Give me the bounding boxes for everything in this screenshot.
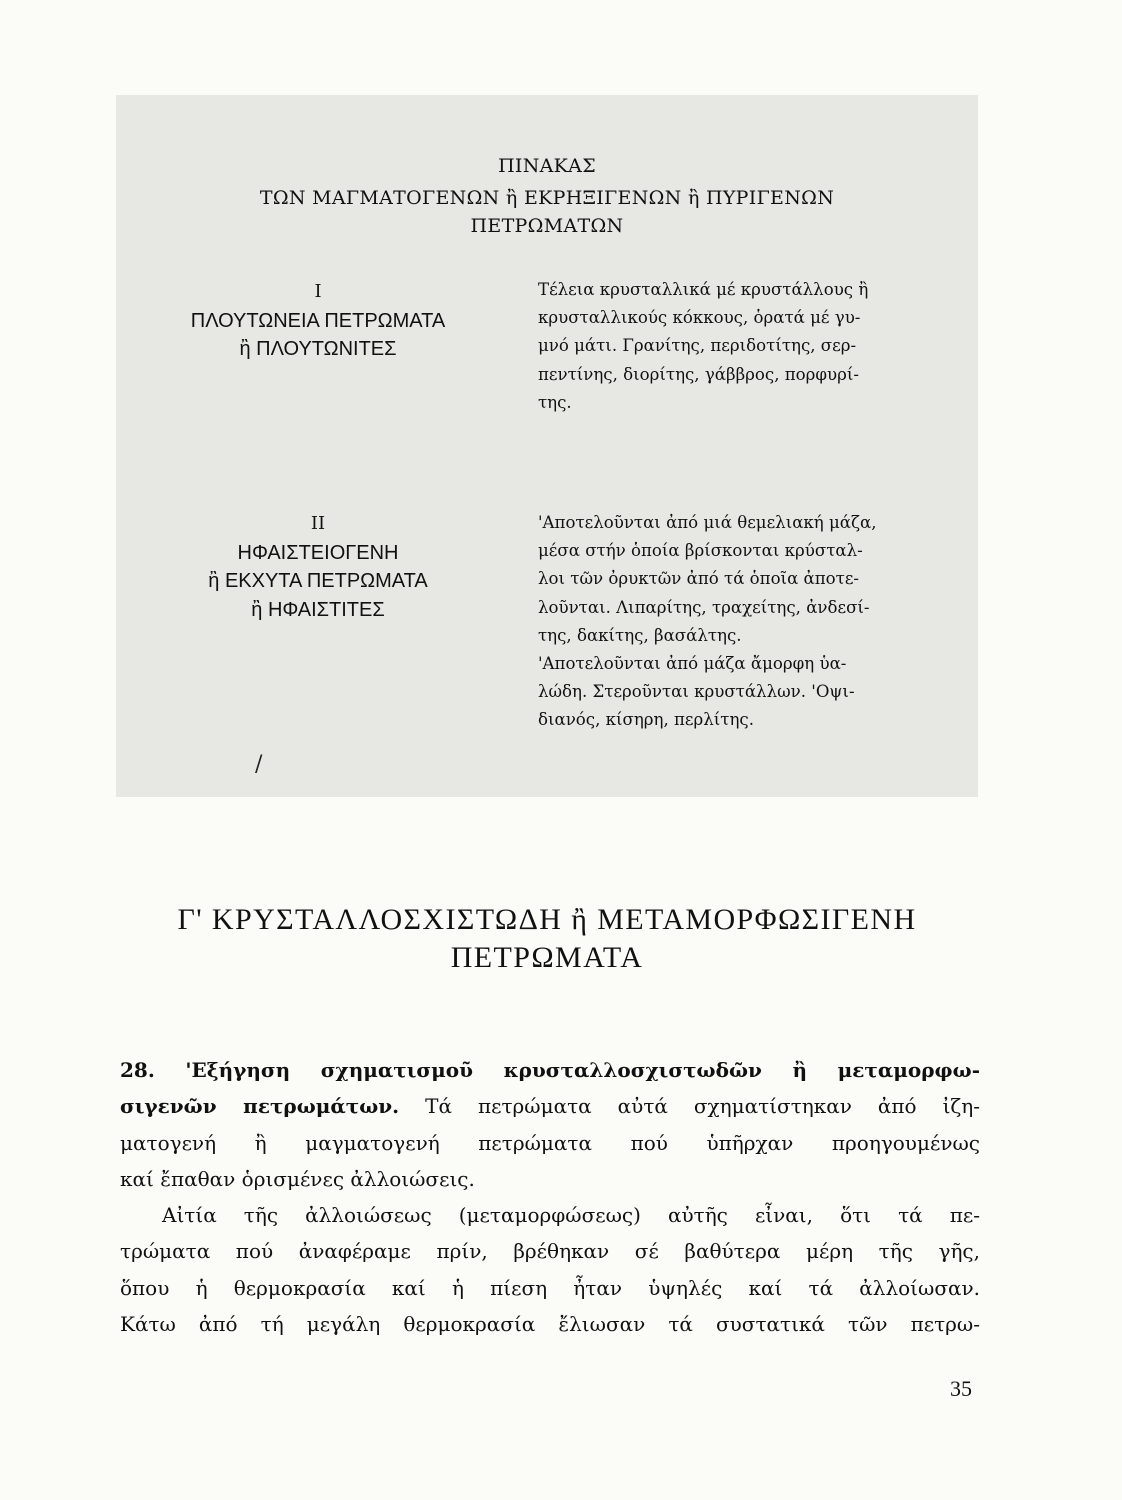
group1-desc-line: Τέλεια κρυσταλλικά μέ κρυστάλλους ἢ	[538, 280, 869, 299]
group1-desc-line: κρυσταλλικούς κόκκους, ὁρατά μέ γυ-	[538, 308, 861, 328]
paragraph-line: ὅπου ἡ θερμοκρασία καί ἡ πίεση ἦταν ὑψηλές καί τά ἀλλοίωσαν.	[120, 1275, 980, 1300]
group1-desc-line: μνό μάτι. Γρανίτης, περιδοτίτης, σερ-	[538, 336, 857, 356]
paragraph-2	[120, 1197, 980, 1343]
group2-desc-line: 'Αποτελοῦνται ἀπό μιά θεμελιακή μάζα,	[538, 513, 877, 532]
group2-numeral: II	[310, 513, 326, 534]
stray-mark: /	[255, 752, 263, 777]
paragraph-line: καί ἔπαθαν ὁρισμένες ἀλλοιώσεις.	[120, 1167, 475, 1192]
section-title-line-1: Γ' ΚΡΥΣΤΑΛΛΟΣΧΙΣΤΩΔΗ ἢ ΜΕΤΑΜΟΡΦΩΣΙΓΕΝΗ	[177, 903, 917, 936]
paragraph-line: Αἰτία τῆς ἀλλοιώσεως (μεταμορφώσεως) αὐτῆς εἶναι, ὅτι τά πε-	[162, 1203, 980, 1227]
group1-name-line-1: ΠΛΟΥΤΩΝΕΙΑ ΠΕΤΡΩΜΑΤΑ	[190, 309, 446, 332]
group2-desc-line: μέσα στήν ὁποία βρίσκονται κρύσταλ-	[538, 541, 863, 561]
paragraph-line: ματογενή ἢ μαγματογενή πετρώματα πού ὑπῆρχαν προηγουμένως	[120, 1130, 980, 1155]
paragraph-heading-line-1: 28. 'Εξήγηση σχηματισμοῦ κρυσταλλοσχιστωδῶν ἢ μεταμορφω-	[120, 1058, 980, 1082]
paragraph-line-text: Τά πετρώματα αὐτά σχηματίστηκαν ἀπό ἰζη-	[399, 1094, 981, 1119]
group2-desc-line: λώδη. Στεροῦνται κρυστάλλων. 'Οψι-	[538, 682, 855, 702]
group1-desc-line: πεντίνης, διορίτης, γάββρος, πορφυρί-	[538, 364, 859, 384]
group2-desc-line: λοι τῶν ὀρυκτῶν ἀπό τά ὁποῖα ἀποτε-	[538, 569, 860, 589]
section-title-line-2: ΠΕΤΡΩΜΑΤΑ	[450, 941, 644, 974]
group1-description	[538, 276, 968, 417]
group2-desc-line: 'Αποτελοῦνται ἀπό μάζα ἄμορφη ὑα-	[538, 654, 847, 674]
group2-desc-line: της, δακίτης, βασάλτης.	[538, 625, 742, 645]
group2-name-line-3: ἢ ΗΦΑΙΣΤΙΤΕΣ	[251, 598, 385, 621]
group2-name-line-2: ἢ ΕΚΧΥΤΑ ΠΕΤΡΩΜΑΤΑ	[208, 570, 428, 592]
table-title-line-3: ΠΕΤΡΩΜΑΤΩΝ	[470, 215, 624, 237]
table-title-line-1: ΠΙΝΑΚΑΣ	[498, 155, 596, 177]
group2-description	[538, 509, 968, 735]
paragraph-line	[120, 1088, 980, 1124]
paragraph-line: Κάτω ἀπό τή μεγάλη θερμοκρασία ἔλιωσαν τά συστατικά τῶν πετρω-	[120, 1312, 980, 1337]
group1-desc-line: της.	[538, 392, 572, 412]
group1-name	[128, 278, 508, 364]
group1-name-line-2: ἢ ΠΛΟΥΤΩΝΙΤΕΣ	[239, 338, 397, 360]
group2-desc-line: λοῦνται. Λιπαρίτης, τραχείτης, ἀνδεσί-	[538, 597, 870, 617]
paragraph-line: τρώματα πού ἀναφέραμε πρίν, βρέθηκαν σέ βαθύτερα μέρη τῆς γῆς,	[120, 1239, 980, 1264]
table-title-line-2: ΤΩΝ ΜΑΓΜΑΤΟΓΕΝΩΝ ἢ ΕΚΡΗΞΙΓΕΝΩΝ ἢ ΠΥΡΙΓΕΝΩΝ	[259, 187, 835, 209]
paragraph-28	[120, 1052, 980, 1198]
group2-name-line-1: ΗΦΑΙΣΤΕΙΟΓΕΝΗ	[237, 541, 399, 564]
group1-numeral: I	[314, 281, 322, 302]
paragraph-heading-line-2: σιγενῶν πετρωμάτων.	[120, 1094, 400, 1119]
group2-desc-line: διανός, κίσηρη, περλίτης.	[538, 710, 754, 730]
group2-name	[128, 510, 508, 624]
page-number: 35	[950, 1376, 972, 1401]
